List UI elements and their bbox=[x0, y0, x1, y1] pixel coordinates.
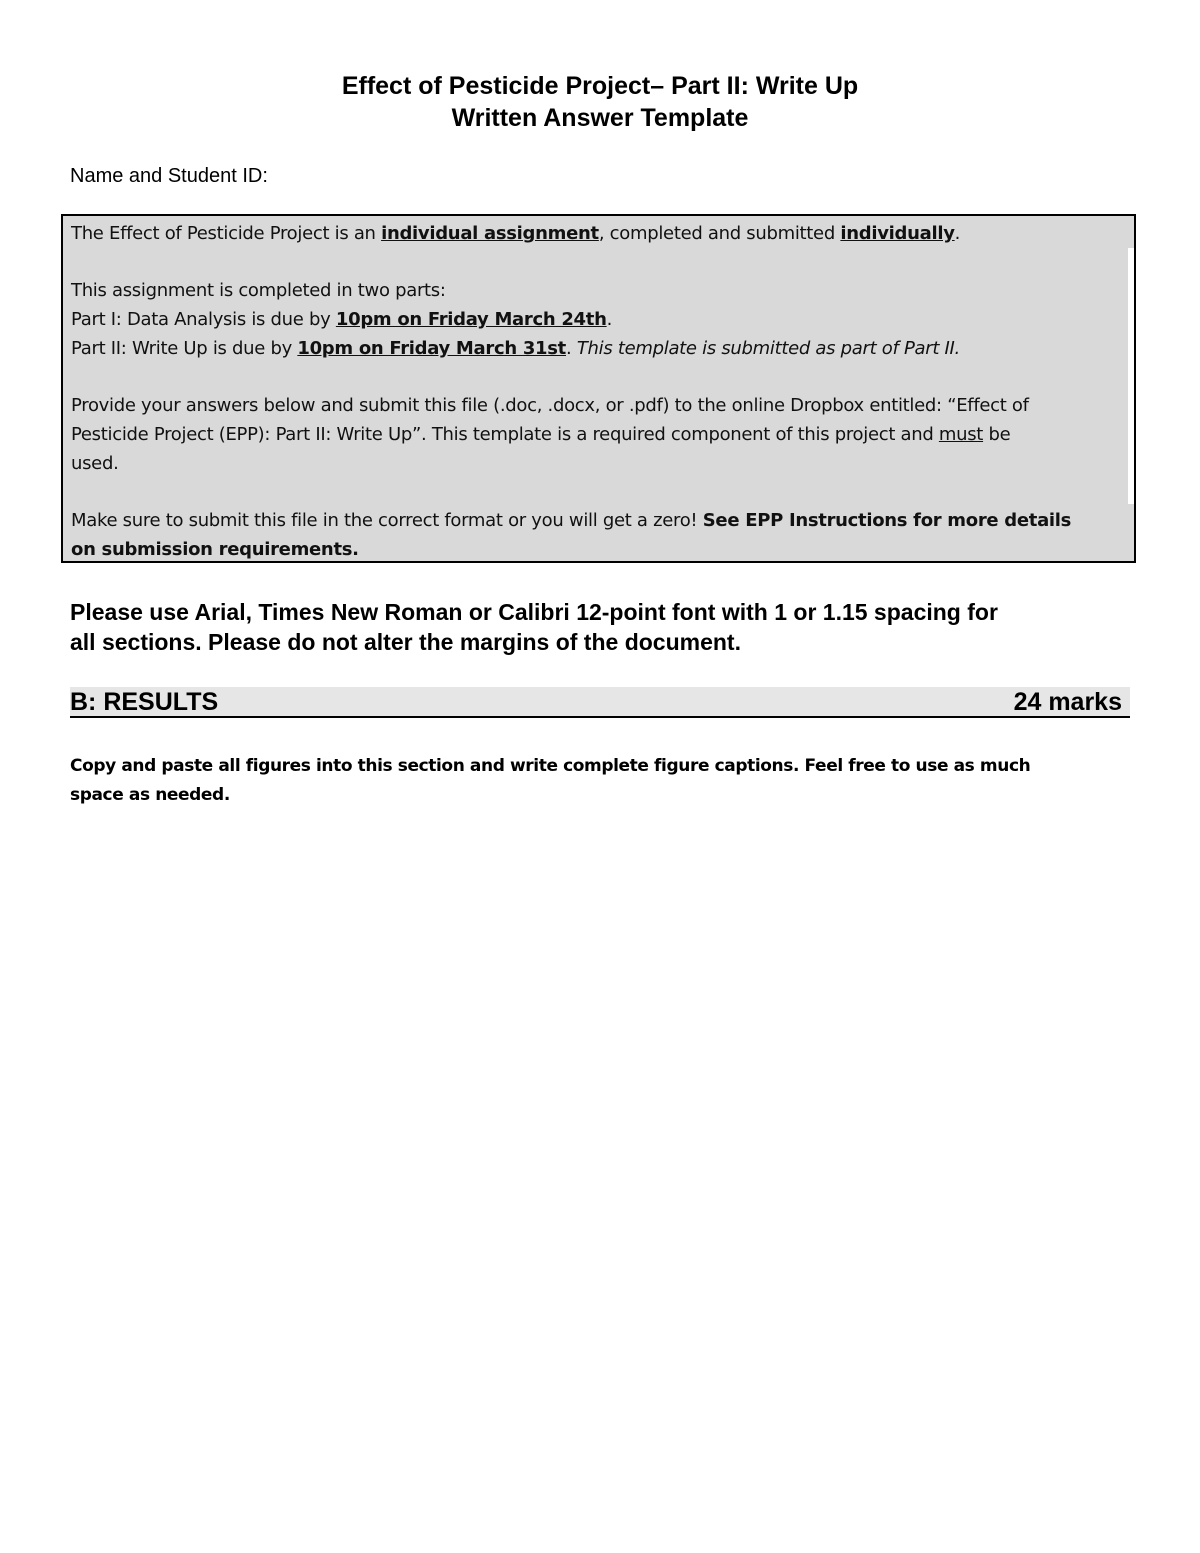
instructions-line2: space as needed. bbox=[70, 785, 230, 805]
template-submission-note: This template is submitted as part of Part II. bbox=[576, 337, 960, 359]
info-line-dropbox: Provide your answers below and submit this file (.doc, .docx, or .pdf) to the online Dropbox entitled: “Effect of bbox=[71, 395, 1029, 417]
font-spacing-note bbox=[70, 597, 1130, 657]
assignment-info-text bbox=[71, 220, 1131, 564]
assignment-info-box bbox=[61, 214, 1136, 563]
document-title: Effect of Pesticide Project– Part II: Write Up bbox=[341, 72, 859, 100]
part1-deadline: 10pm on Friday March 24th bbox=[335, 309, 607, 331]
must-emphasis: must bbox=[938, 423, 984, 445]
see-instructions-bold: See EPP Instructions for more details bbox=[702, 509, 1072, 531]
name-student-id-label: Name and Student ID: bbox=[70, 165, 268, 187]
results-instructions bbox=[70, 752, 1130, 810]
info-line-required: Pesticide Project (EPP): Part II: Write Up”. This template is a required component of this project and must be bbox=[71, 423, 1011, 445]
document-subtitle: Written Answer Template bbox=[451, 104, 749, 132]
info-line-part1-due: Part I: Data Analysis is due by 10pm on Friday March 24th. bbox=[71, 309, 613, 331]
font-note-line2: all sections. Please do not alter the margins of the document. bbox=[70, 629, 741, 655]
info-line-used: used. bbox=[71, 452, 119, 474]
info-line-individual: The Effect of Pesticide Project is an individual assignment, completed and submitted individually. bbox=[71, 223, 961, 244]
individual-assignment-emphasis: individual assignment bbox=[381, 223, 599, 244]
section-marks: 24 marks bbox=[1013, 688, 1122, 716]
results-section-header bbox=[70, 687, 1130, 718]
font-note-line1: Please use Arial, Times New Roman or Calibri 12-point font with 1 or 1.15 spacing for bbox=[70, 599, 998, 625]
part2-deadline: 10pm on Friday March 31st bbox=[297, 337, 566, 359]
info-line-submission-requirements: on submission requirements. bbox=[71, 538, 359, 560]
info-line-two-parts: This assignment is completed in two parts: bbox=[71, 280, 446, 302]
instructions-line1: Copy and paste all figures into this section and write complete figure captions. Feel free to use as much bbox=[70, 756, 1031, 776]
info-line-format-warning: Make sure to submit this file in the correct format or you will get a zero! See EPP Instructions for more details bbox=[71, 509, 1072, 531]
individually-emphasis: individually bbox=[840, 223, 955, 244]
info-line-part2-due: Part II: Write Up is due by 10pm on Friday March 31st. This template is submitted as part of Part II. bbox=[71, 337, 960, 359]
section-title: B: RESULTS bbox=[70, 688, 219, 716]
